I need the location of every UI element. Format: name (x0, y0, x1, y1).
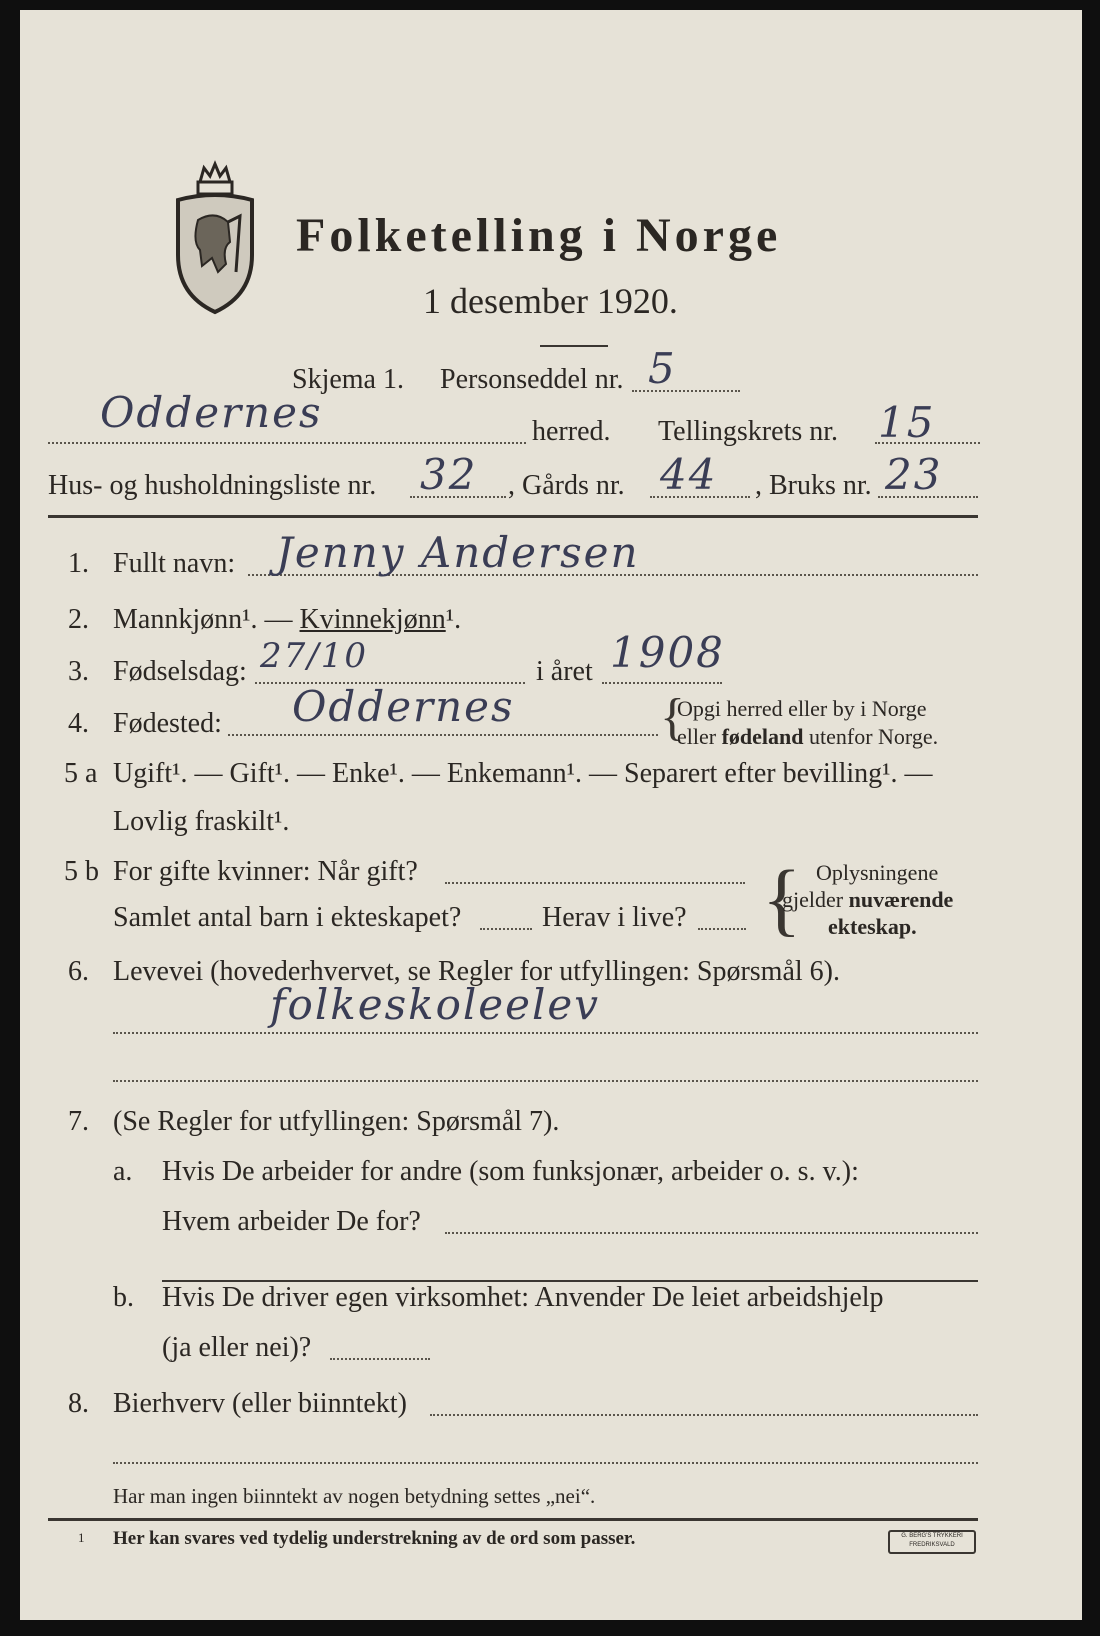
gards-label: , Gårds nr. (508, 470, 625, 501)
full-name-value: Jenny Andersen (276, 528, 640, 577)
birthplace-value: Oddernes (292, 682, 515, 731)
employer-field[interactable] (445, 1232, 978, 1234)
q7-number: 7. (68, 1106, 89, 1137)
census-date: 1 desember 1920. (423, 281, 678, 321)
q6-label: Levevei (hovederhvervet, se Regler for utfyllingen: Spørsmål 6). (113, 956, 840, 987)
side-income-field[interactable] (430, 1414, 978, 1416)
q8-label: Bierhverv (eller biinntekt) (113, 1388, 407, 1419)
q4-brace: { (660, 689, 685, 746)
husliste-value: 32 (420, 450, 478, 499)
q7b-line1: Hvis De driver egen virksomhet: Anvender De leiet arbeidshjelp (162, 1282, 884, 1313)
tellingskrets-value: 15 (878, 398, 936, 447)
form-title: Folketelling i Norge (296, 209, 782, 262)
q5b-note-line3: ekteskap. (828, 914, 917, 939)
birthplace-field[interactable] (228, 734, 658, 736)
gender-options: Mannkjønn¹. — Kvinnekjønn¹. (113, 604, 462, 635)
herred-field[interactable] (48, 442, 526, 444)
printer-stamp: G. BERG'S TRYKKERI FREDRIKSVALD (888, 1530, 976, 1554)
q4-note-line1: Opgi herred eller by i Norge (677, 696, 927, 721)
q5b-note-line2: gjelder nuværende (782, 887, 954, 912)
skjema-label: Skjema 1. (292, 364, 404, 395)
q2-number: 2. (68, 604, 89, 635)
birth-year-label: i året (536, 656, 593, 687)
q5b-brace: { (762, 853, 802, 944)
gards-value: 44 (660, 450, 718, 499)
occupation-field-2[interactable] (113, 1080, 978, 1082)
bruks-value: 23 (885, 450, 943, 499)
q1-label: Fullt navn: (113, 548, 236, 579)
q3-label: Fødselsdag: (113, 656, 247, 687)
q4-note-line2: eller fødeland utenfor Norge. (677, 724, 939, 749)
tellingskrets-label: Tellingskrets nr. (658, 416, 839, 447)
husliste-label: Hus- og husholdningsliste nr. (48, 470, 377, 501)
occupation-field[interactable] (113, 1032, 978, 1034)
personseddel-label: Personseddel nr. (440, 364, 624, 395)
q4-number: 4. (68, 708, 89, 739)
children-total-label: Samlet antal barn i ekteskapet? (113, 902, 462, 933)
q6-number: 6. (68, 956, 89, 987)
birth-year-field[interactable] (602, 682, 722, 684)
footer-rule (48, 1518, 978, 1521)
q3-number: 3. (68, 656, 89, 687)
q1-number: 1. (68, 548, 89, 579)
gender-female-option[interactable]: Kvinnekjønn (299, 604, 446, 635)
herred-value: Oddernes (100, 388, 323, 437)
occupation-value: folkeskoleelev (270, 980, 601, 1029)
hired-help-field[interactable] (330, 1358, 430, 1360)
q7b-letter: b. (113, 1282, 134, 1313)
side-income-field-2[interactable] (113, 1462, 978, 1464)
q5b-note-line1: Oplysningene (816, 860, 939, 885)
header-rule (48, 515, 978, 518)
marital-status-options[interactable]: Ugift¹. — Gift¹. — Enke¹. — Enkemann¹. — Separert efter bevilling¹. — (113, 758, 933, 789)
q7a-line2: Hvem arbeider De for? (162, 1206, 421, 1237)
title-divider (540, 345, 608, 347)
herred-label: herred. (532, 416, 611, 447)
q5b-number: 5 b (64, 856, 99, 887)
children-alive-label: Herav i live? (542, 902, 687, 933)
footnote-mark: 1 (78, 1530, 85, 1545)
q4-label: Fødested: (113, 708, 222, 739)
q5a-number: 5 a (64, 758, 98, 789)
gender-male-option[interactable]: Mannkjønn¹. — (113, 604, 300, 635)
children-total-field[interactable] (480, 928, 532, 930)
q7a-letter: a. (113, 1156, 133, 1187)
marital-status-options-cont[interactable]: Lovlig fraskilt¹. (113, 806, 290, 837)
q7a-line1: Hvis De arbeider for andre (som funksjonær, arbeider o. s. v.): (162, 1156, 859, 1187)
q8-note: Har man ingen biinntekt av nogen betydning settes „nei“. (113, 1484, 596, 1508)
q7-label: (Se Regler for utfyllingen: Spørsmål 7). (113, 1106, 560, 1137)
bruks-label: , Bruks nr. (755, 470, 872, 501)
census-form (20, 10, 1082, 1620)
q7b-line2: (ja eller nei)? (162, 1332, 312, 1363)
birth-year-value: 1908 (610, 628, 725, 677)
personseddel-value: 5 (648, 344, 677, 393)
coat-of-arms-icon (170, 160, 260, 320)
q8-number: 8. (68, 1388, 89, 1419)
married-when-label: For gifte kvinner: Når gift? (113, 856, 418, 887)
footnote-text: Her kan svares ved tydelig understrekning av de ord som passer. (113, 1528, 636, 1549)
married-when-field[interactable] (445, 882, 745, 884)
children-alive-field[interactable] (698, 928, 746, 930)
birthdate-value: 27/10 (260, 636, 368, 676)
